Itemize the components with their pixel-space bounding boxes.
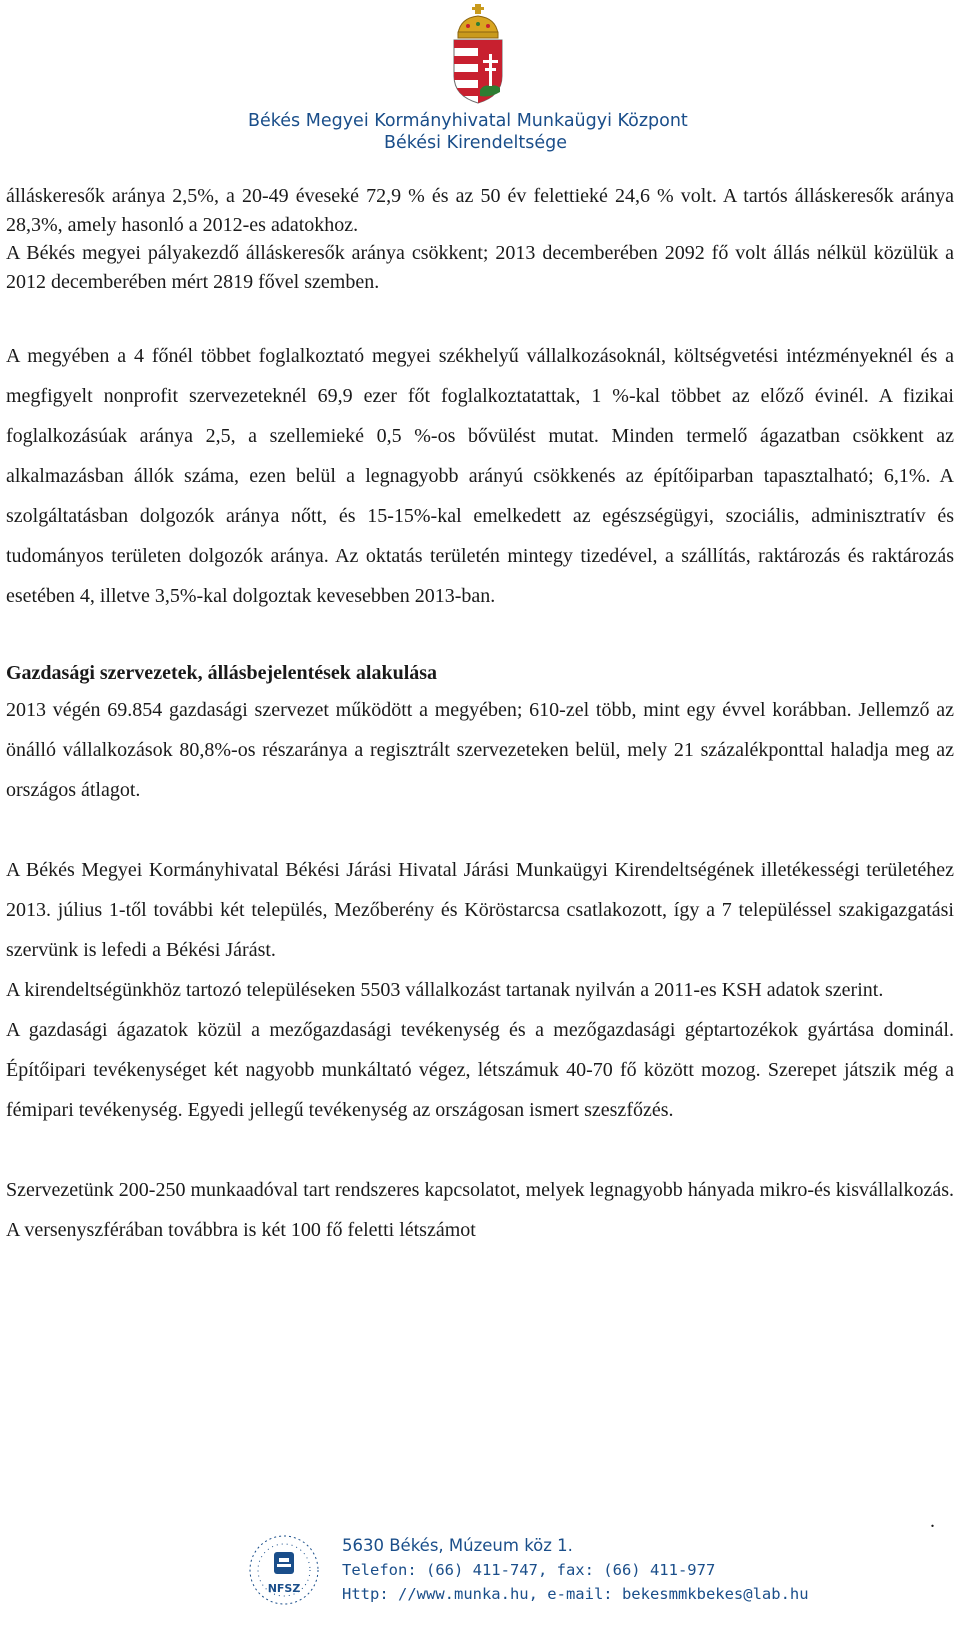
paragraph-employment: A megyében a 4 főnél többet foglalkoztató megyei székhelyű vállalkozásoknál, költségvetési intézményeknél és a megfigyelt nonprofit szervezeteknél 69,9 ezer főt foglalkoztatattak, 1 %-kal többet az előző évinél. A fizikai foglalkozásúak aránya 2,5, a szellemieké 0,5 %-os bővülést mutat. Minden termelő ágazatban csökkent az alkalmazásban állók száma, ezen belül a legnagyobb arányú csökkenés az építőiparban tapasztalható; 6,1%. A szolgáltatásban dolgozók aránya nőtt, és 15-15%-kal emelkedett az egészségügyi, szociális, adminisztratív és tudományos területen dolgozók aránya. Az oktatás területén mintegy tizedével, a szállítás, raktározás és raktározás esetében 4, illetve 3,5%-kal dolgoztak kevesebben 2013-ban.	[6, 345, 954, 608]
paragraph-economic-sectors: A gazdasági ágazatok közül a mezőgazdasági tevékenység és a mezőgazdasági géptartozékok gyártása dominál. Építőipari tevékenységet két nagyobb munkáltató végez, létszámuk 40-70 fő között mozog. Szerepet játszik még a fémipari tevékenység. Egyedi jellegű tevékenység az országosan ismert szeszfőzés.	[6, 1019, 954, 1122]
section-heading: Gazdasági szervezetek, állásbejelentések alakulása	[6, 662, 438, 685]
nfsz-logo-text: NFSZ	[267, 1582, 301, 1595]
paragraph-economic-organizations: 2013 végén 69.854 gazdasági szervezet működött a megyében; 610-zel több, mint egy évvel korábban. Jellemző az önálló vállalkozások 80,8%-os részaránya a regisztrált szervezeteken belül, mely 21 százalékponttal haladja meg az országos átlagot.	[6, 699, 954, 802]
letterhead	[0, 0, 960, 170]
web-email: Http: //www.munka.hu, e-mail: bekesmmkbekes@lab.hu	[342, 1585, 809, 1603]
paragraph-gap	[6, 1130, 954, 1170]
contact-block	[342, 1534, 809, 1606]
paragraph-district-office: A Békés Megyei Kormányhivatal Békési Járási Hivatal Járási Munkaügyi Kirendeltségének illetékességi területéhez 2013. július 1-től további két település, Mezőberény és Köröstarcsa csatlakozott, így a 7 településsel szakigazgatási szervünk is lefedi a Békési Járást.	[6, 859, 954, 962]
paragraph-employer-contacts: Szervezetünk 200-250 munkaadóval tart rendszeres kapcsolatot, melyek legnagyobb hányada mikro-és kisvállalkozás. A versenyszférában továbbra is két 100 fő feletti létszámot	[6, 1179, 954, 1242]
postal-address: 5630 Békés, Múzeum köz 1.	[342, 1536, 573, 1555]
phone-fax: Telefon: (66) 411-747, fax: (66) 411-977	[342, 1561, 716, 1579]
paragraph-gap	[6, 296, 954, 336]
paragraph-enterprises-count: A kirendeltségünkhöz tartozó településeken 5503 vállalkozást tartanak nyilván a 2011-es KSH adatok szerint.	[6, 979, 884, 1002]
document-body	[6, 182, 954, 1250]
nfsz-logo-icon	[245, 1530, 323, 1618]
paragraph-career-starters: A Békés megyei pályakezdő álláskeresők aránya csökkent; 2013 decemberében 2092 fő volt állás nélkül közülük a 2012 decemberében mért 2819 fővel szemben.	[6, 242, 954, 293]
office-name	[248, 110, 688, 154]
office-name-line2: Békési Kirendeltsége	[384, 133, 567, 153]
paragraph-job-seekers-age: álláskeresők aránya 2,5%, a 20-49 éveseké 72,9 % és az 50 év felettieké 24,6 % volt. A tartós álláskeresők aránya 28,3%, amely hasonló a 2012-es adatokhoz.	[6, 185, 954, 236]
hungarian-coat-of-arms-icon	[450, 4, 506, 104]
paragraph-gap	[6, 810, 954, 850]
page-mark: .	[930, 1510, 935, 1532]
letter-footer	[0, 1510, 960, 1638]
office-name-line1: Békés Megyei Kormányhivatal Munkaügyi Központ	[248, 111, 688, 131]
paragraph-gap	[6, 616, 954, 656]
